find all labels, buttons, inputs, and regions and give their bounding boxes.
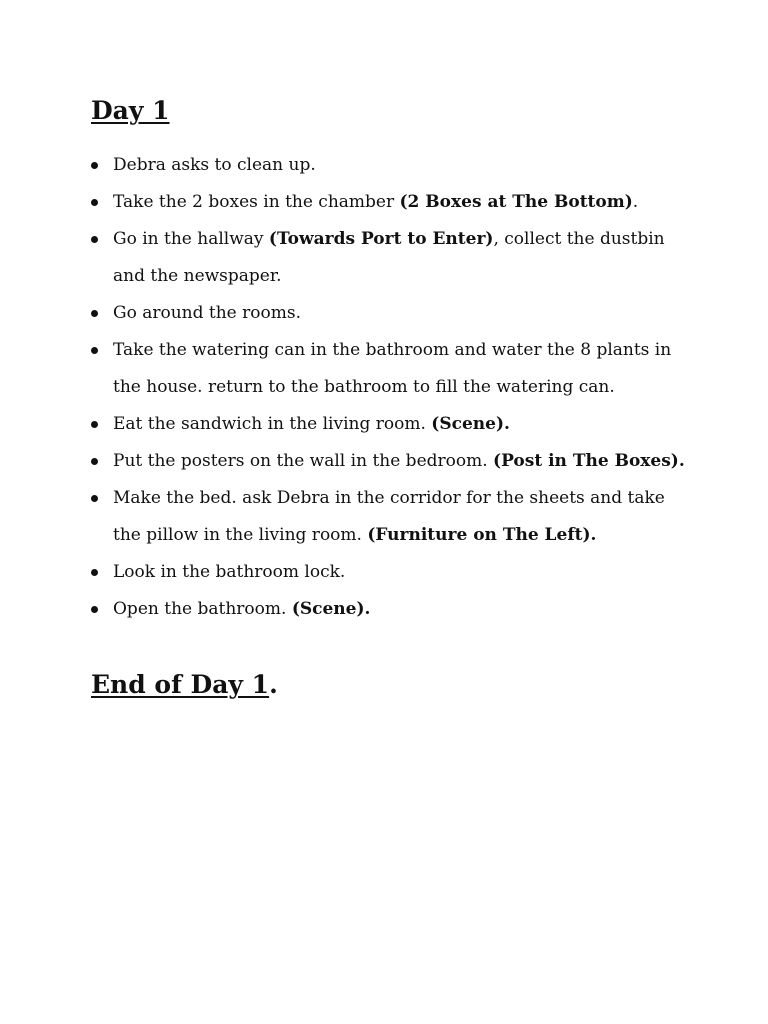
step-text: Debra asks to clean up.	[113, 155, 316, 175]
bullet-icon	[91, 199, 98, 206]
step-text-tail: , collect the dustbin	[493, 229, 665, 249]
bullet-icon	[91, 569, 98, 576]
bullet-icon	[91, 421, 98, 428]
step-text: Look in the bathroom lock.	[113, 562, 346, 582]
list-item	[91, 332, 691, 369]
end-of-day-title-text: End of Day 1	[91, 670, 270, 699]
step-text: Take the watering can in the bathroom and water the 8 plants in	[113, 340, 672, 360]
step-text: Put the posters on the wall in the bedroom.	[113, 451, 494, 471]
list-item	[91, 554, 691, 591]
list-item	[91, 591, 691, 628]
walkthrough-step-list	[91, 147, 691, 628]
step-note: (Post in The Boxes).	[493, 451, 685, 471]
list-item	[91, 147, 691, 184]
step-text: Eat the sandwich in the living room.	[113, 414, 432, 434]
step-text: and the newspaper.	[113, 266, 282, 286]
list-item-continuation	[91, 369, 691, 406]
step-text: the pillow in the living room.	[113, 525, 368, 545]
bullet-icon	[91, 310, 98, 317]
day-title-text: Day 1	[91, 96, 170, 125]
list-item	[91, 295, 691, 332]
step-note: (2 Boxes at The Bottom)	[399, 192, 633, 212]
step-text: Make the bed. ask Debra in the corridor for the sheets and take	[113, 488, 665, 508]
step-text: Open the bathroom.	[113, 599, 292, 619]
end-of-day-period: .	[269, 670, 278, 699]
step-note: (Furniture on The Left).	[367, 525, 597, 545]
list-item	[91, 184, 691, 221]
list-item	[91, 480, 691, 517]
day-title	[91, 96, 170, 126]
step-note: (Scene).	[431, 414, 510, 434]
step-note: (Towards Port to Enter)	[268, 229, 494, 249]
bullet-icon	[91, 236, 98, 243]
list-item	[91, 406, 691, 443]
list-item-continuation	[91, 517, 691, 554]
list-item-continuation	[91, 258, 691, 295]
step-note: (Scene).	[291, 599, 371, 619]
step-text: Take the 2 boxes in the chamber	[113, 192, 400, 212]
bullet-icon	[91, 606, 98, 613]
step-text-tail: .	[632, 192, 639, 212]
bullet-icon	[91, 495, 98, 502]
bullet-icon	[91, 347, 98, 354]
list-item	[91, 221, 691, 258]
end-of-day-title	[91, 670, 278, 700]
list-item	[91, 443, 691, 480]
step-text: Go around the rooms.	[113, 303, 301, 323]
step-text: Go in the hallway	[113, 229, 269, 249]
step-text: the house. return to the bathroom to fill the watering can.	[113, 377, 615, 397]
bullet-icon	[91, 162, 98, 169]
bullet-icon	[91, 458, 98, 465]
